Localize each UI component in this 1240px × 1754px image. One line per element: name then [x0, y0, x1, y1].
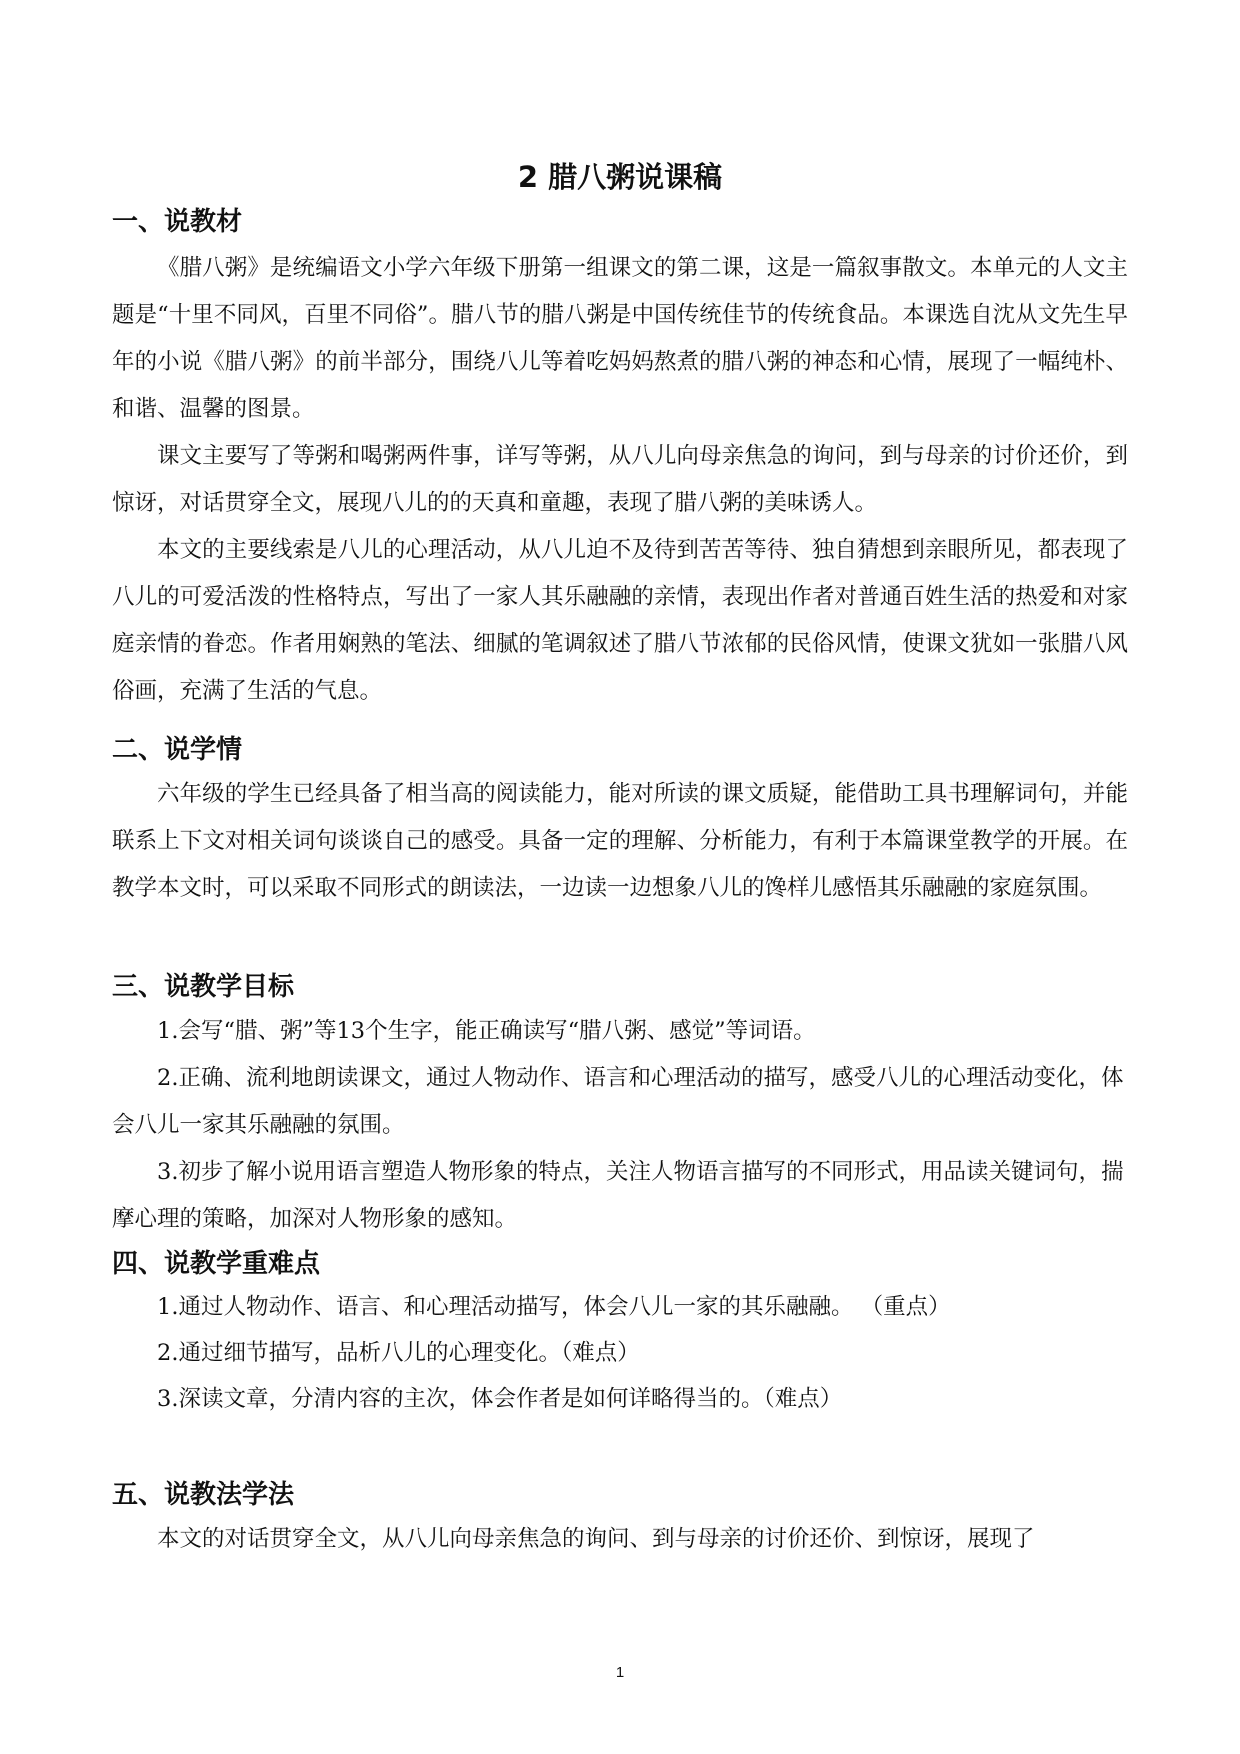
section-heading-objectives: 三、说教学目标: [112, 972, 295, 1002]
page-number: 1: [615, 1664, 625, 1681]
section-heading-textbook: 一、说教材: [112, 207, 243, 237]
document-title: 2 腊八粥说课稿: [517, 160, 723, 194]
key-point-item-1: 1.通过人物动作、语言、和心理活动描写，体会八儿一家的其乐融融。 （重点）: [157, 1294, 951, 1320]
objective-item-1: 1.会写“腊、粥”等13个生字，能正确读写“腊八粥、感觉”等词语。: [157, 1018, 816, 1044]
paragraph-students-1: 六年级的学生已经具备了相当高的阅读能力，能对所读的课文质疑，能借助工具书理解词句，并能联系上下文对相关词句谈谈自己的感受。具备一定的理解、分析能力，有利于本篇课堂教学的开展。在教学本文时，可以采取不同形式的朗读法，一边读一边想象八儿的馋样儿感悟其乐融融的家庭氛围。: [112, 781, 1128, 901]
section-heading-students: 二、说学情: [112, 735, 243, 765]
section-heading-methods: 五、说教法学法: [112, 1480, 295, 1510]
paragraph-textbook-3: 本文的主要线索是八儿的心理活动，从八儿迫不及待到苦苦等待、独自猜想到亲眼所见，都表现了八儿的可爱活泼的性格特点，写出了一家人其乐融融的亲情，表现出作者对普通百姓生活的热爱和对家庭亲情的眷恋。作者用娴熟的笔法、细腻的笔调叙述了腊八节浓郁的民俗风情，使课文犹如一张腊八风俗画，充满了生活的气息。: [112, 537, 1128, 704]
key-point-item-3: 3.深读文章，分清内容的主次，体会作者是如何详略得当的。（难点）: [157, 1386, 843, 1412]
objective-item-2: 2.正确、流利地朗读课文，通过人物动作、语言和心理活动的描写，感受八儿的心理活动变化，体会八儿一家其乐融融的氛围。: [112, 1065, 1124, 1138]
paragraph-textbook-2: 课文主要写了等粥和喝粥两件事，详写等粥，从八儿向母亲焦急的询问，到与母亲的讨价还价，到惊讶，对话贯穿全文，展现八儿的的天真和童趣，表现了腊八粥的美味诱人。: [112, 443, 1128, 516]
key-point-item-2: 2.通过细节描写，品析八儿的心理变化。（难点）: [157, 1340, 640, 1366]
paragraph-methods-1: 本文的对话贯穿全文，从八儿向母亲焦急的询问、到与母亲的讨价还价、到惊讶，展现了: [157, 1526, 1035, 1552]
objective-item-3: 3.初步了解小说用语言塑造人物形象的特点，关注人物语言描写的不同形式，用品读关键词句，揣摩心理的策略，加深对人物形象的感知。: [112, 1159, 1124, 1232]
section-heading-key-points: 四、说教学重难点: [112, 1249, 321, 1279]
paragraph-textbook-1: 《腊八粥》是统编语文小学六年级下册第一组课文的第二课，这是一篇叙事散文。本单元的人文主题是“十里不同风，百里不同俗”。腊八节的腊八粥是中国传统佳节的传统食品。本课选自沈从文先生早年的小说《腊八粥》的前半部分，围绕八儿等着吃妈妈熬煮的腊八粥的神态和心情，展现了一幅纯朴、和谐、温馨的图景。: [112, 255, 1128, 422]
